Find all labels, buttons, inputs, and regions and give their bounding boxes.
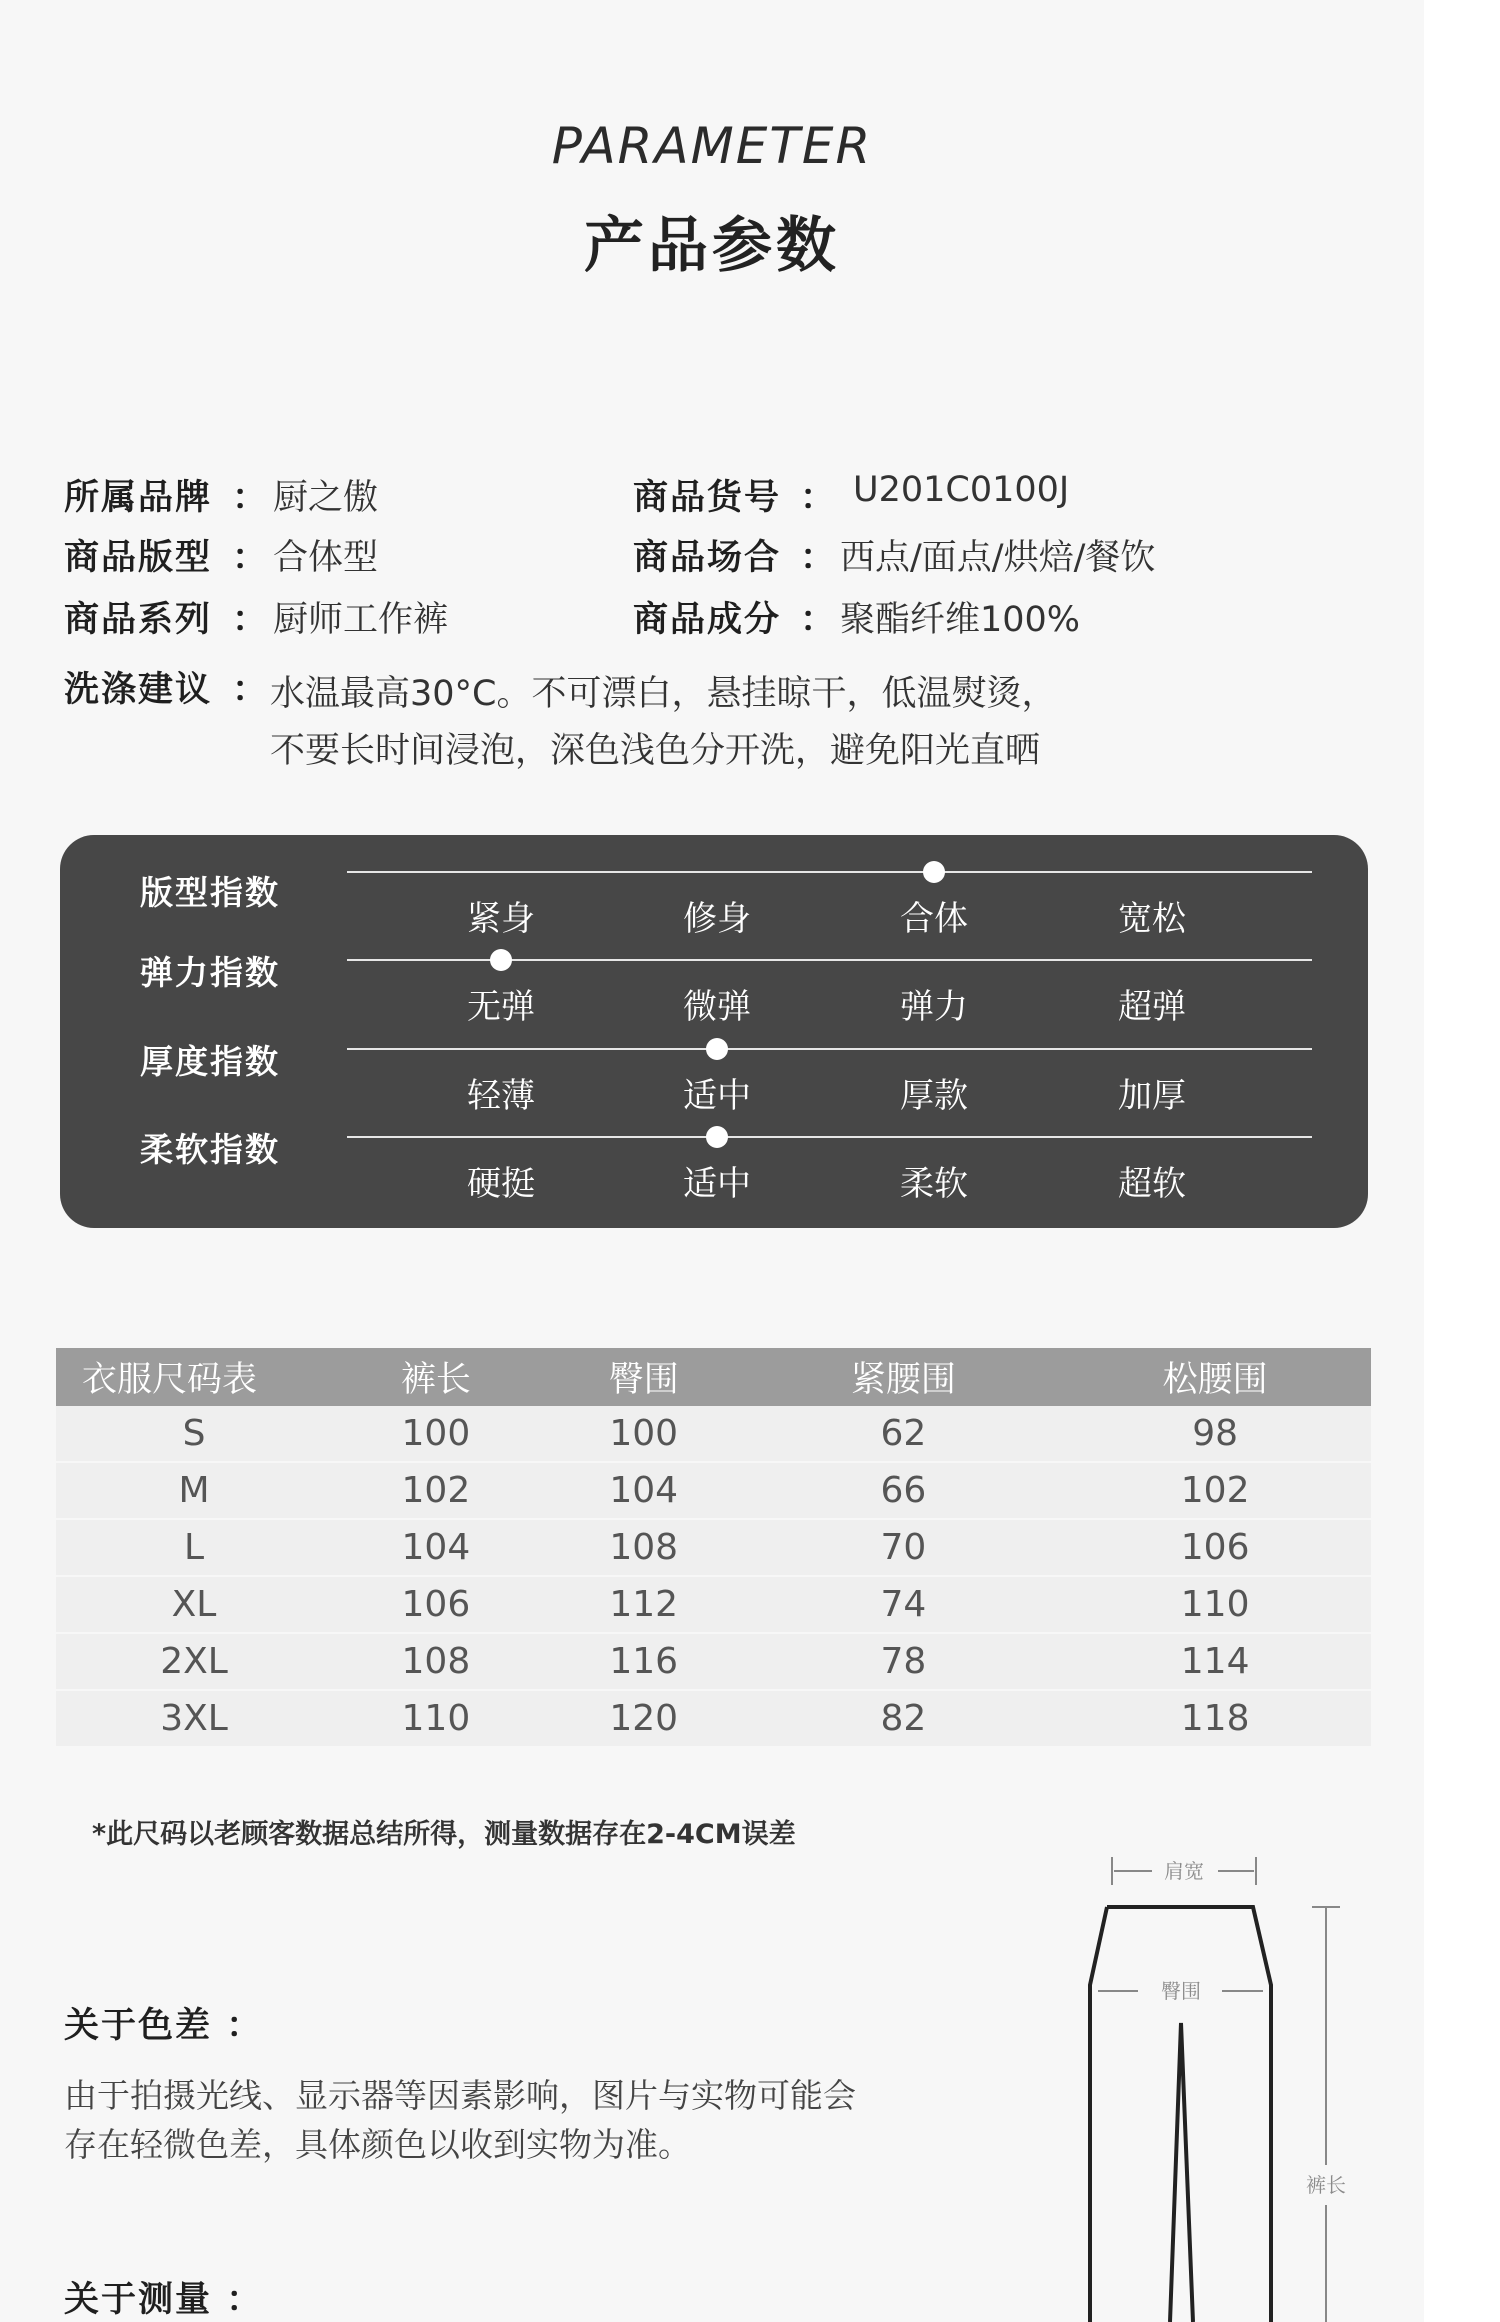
wash-line-2: 不要长时间浸泡，深色浅色分开洗，避免阳光直晒 [270,731,1041,771]
occasion-value: 西点/面点/烘焙/餐饮 [840,538,1156,578]
size-note: *此尺码以老顾客数据总结所得，测量数据存在2-4CM误差 [92,1819,796,1850]
brand-value: 厨之傲 [273,478,379,518]
hip-label: 臀围 [1161,1979,1201,2003]
index-option: 加厚 [1118,1076,1186,1116]
series-label: 商品系列 [64,600,213,640]
index-line [347,871,1312,873]
table-cell: 78 [748,1633,1060,1690]
size-cell: 3XL [56,1690,332,1747]
index-option: 适中 [683,1076,751,1116]
index-indicator [706,1126,728,1148]
table-cell: 114 [1059,1633,1371,1690]
fit-colon: ： [232,538,268,578]
size-table-header [56,1348,1371,1406]
table-row [56,1462,1371,1519]
occasion-label: 商品场合 [633,538,782,578]
brand-label: 所属品牌 [64,478,213,518]
color-section-line-1: 由于拍摄光线、显示器等因素影响，图片与实物可能会 [64,2076,856,2115]
fit-label: 商品版型 [64,538,213,578]
table-cell: 120 [540,1690,748,1747]
table-cell: 112 [540,1576,748,1633]
size-cell: M [56,1462,332,1519]
pants-outline [1090,1907,1271,2322]
measure-section-title: 关于测量 ： [64,2280,264,2320]
index-indicator [490,949,512,971]
size-table [56,1348,1371,1748]
shoulder-label: 肩宽 [1164,1859,1204,1883]
header-cell: 衣服尺码表 [56,1348,332,1406]
table-cell: 74 [748,1576,1060,1633]
table-cell: 62 [748,1406,1060,1462]
index-panel [60,835,1368,1228]
length-label: 裤长 [1306,2173,1346,2197]
table-cell: 98 [1059,1406,1371,1462]
table-cell: 82 [748,1690,1060,1747]
pants-measure-diagram [1080,1845,1370,2322]
color-section-line-2: 存在轻微色差，具体颜色以收到实物为准。 [64,2125,691,2164]
material-label: 商品成分 [633,600,782,640]
table-cell: 104 [540,1462,748,1519]
table-row [56,1690,1371,1747]
wash-label: 洗涤建议 [64,670,213,710]
size-cell: L [56,1519,332,1576]
parameter-title-cn: 产品参数 [584,211,840,281]
fit-value: 合体型 [273,538,379,578]
table-cell: 104 [332,1519,540,1576]
index-label: 柔软指数 [140,1130,280,1169]
index-label: 版型指数 [140,873,280,912]
table-cell: 66 [748,1462,1060,1519]
index-option: 轻薄 [467,1076,535,1116]
index-option: 超软 [1118,1164,1186,1204]
index-option: 紧身 [467,899,535,939]
table-cell: 106 [332,1576,540,1633]
index-line [347,1048,1312,1050]
series-colon: ： [232,600,268,640]
wash-line-1: 水温最高30°C。不可漂白，悬挂晾干，低温熨烫， [270,674,1057,714]
table-cell: 100 [540,1406,748,1462]
index-option: 无弹 [467,987,535,1027]
index-option: 厚款 [900,1076,968,1116]
table-cell: 100 [332,1406,540,1462]
series-value: 厨师工作裤 [273,600,449,640]
brand-colon: ： [232,478,268,518]
table-cell: 110 [1059,1576,1371,1633]
index-label: 厚度指数 [140,1042,280,1081]
table-cell: 118 [1059,1690,1371,1747]
wash-colon: ： [232,670,268,710]
table-cell: 70 [748,1519,1060,1576]
item-no-value: U201C0100J [853,470,1070,510]
size-cell: XL [56,1576,332,1633]
index-option: 硬挺 [467,1164,535,1204]
table-cell: 102 [1059,1462,1371,1519]
item-no-colon: ： [800,478,836,518]
table-row [56,1519,1371,1576]
index-option: 微弹 [683,987,751,1027]
index-label: 弹力指数 [140,953,280,992]
table-cell: 116 [540,1633,748,1690]
pants-crotch [1170,2023,1193,2322]
header-cell: 紧腰围 [748,1348,1060,1406]
material-value: 聚酯纤维100% [840,600,1081,640]
header-cell: 松腰围 [1059,1348,1371,1406]
index-option: 柔软 [900,1164,968,1204]
table-row [56,1633,1371,1690]
occasion-colon: ： [800,538,836,578]
size-cell: 2XL [56,1633,332,1690]
size-cell: S [56,1406,332,1462]
table-cell: 108 [332,1633,540,1690]
table-cell: 110 [332,1690,540,1747]
index-option: 修身 [683,899,751,939]
table-cell: 106 [1059,1519,1371,1576]
table-row [56,1406,1371,1462]
index-option: 超弹 [1118,987,1186,1027]
index-option: 合体 [900,899,968,939]
parameter-title-en: PARAMETER [551,117,873,175]
header-cell: 臀围 [540,1348,748,1406]
color-section-title: 关于色差 ： [64,2006,264,2046]
index-option: 宽松 [1118,899,1186,939]
material-colon: ： [800,600,836,640]
item-no-label: 商品货号 [633,478,782,518]
header-cell: 裤长 [332,1348,540,1406]
index-indicator [923,861,945,883]
table-row [56,1576,1371,1633]
index-option: 弹力 [900,987,968,1027]
index-indicator [706,1038,728,1060]
index-line [347,1136,1312,1138]
table-cell: 102 [332,1462,540,1519]
index-option: 适中 [683,1164,751,1204]
table-cell: 108 [540,1519,748,1576]
